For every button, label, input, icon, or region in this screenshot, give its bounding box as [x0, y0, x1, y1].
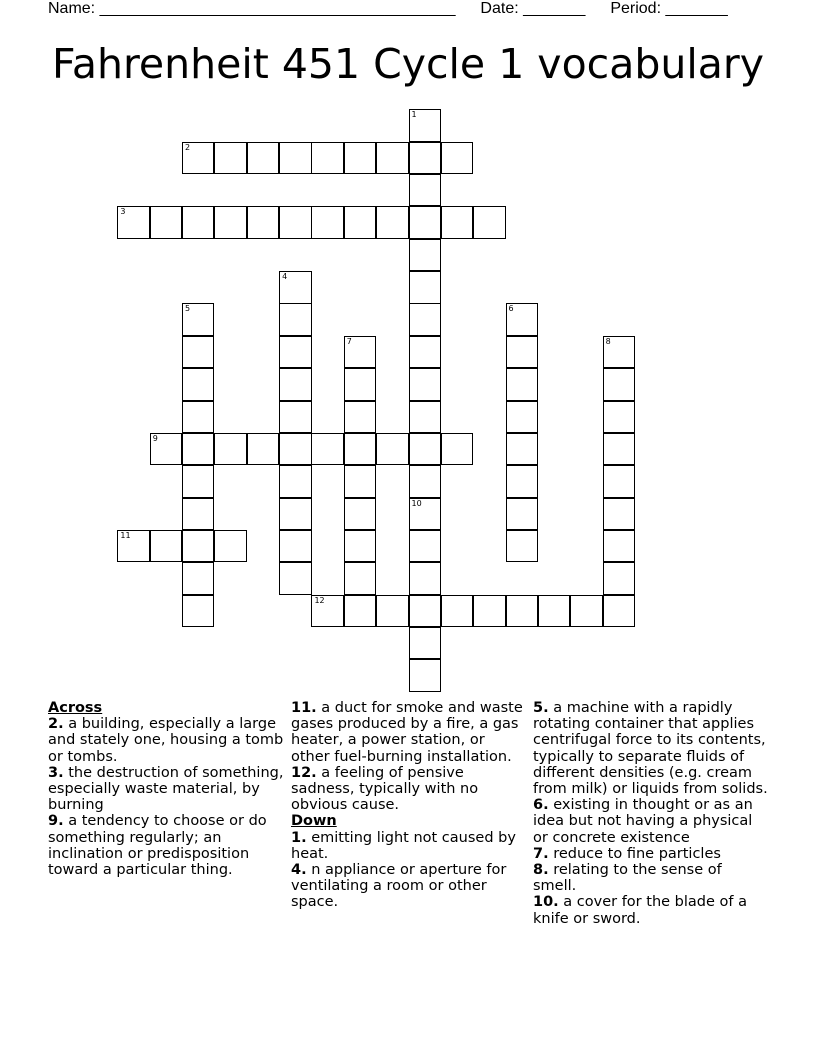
- clue-column-3: [533, 700, 769, 927]
- grid-cell[interactable]: [182, 401, 214, 433]
- grid-cell[interactable]: [506, 498, 538, 530]
- clue-column-1: [48, 700, 284, 878]
- grid-cell[interactable]: [117, 530, 149, 562]
- grid-cell[interactable]: [603, 401, 635, 433]
- period-blank[interactable]: _______: [665, 0, 728, 17]
- grid-cell[interactable]: [506, 401, 538, 433]
- grid-cell[interactable]: [538, 595, 570, 627]
- grid-cell[interactable]: [279, 562, 311, 594]
- grid-cell[interactable]: [506, 595, 538, 627]
- page-title: Fahrenheit 451 Cycle 1 vocabulary: [52, 40, 764, 88]
- grid-cell[interactable]: [376, 206, 408, 238]
- grid-cell[interactable]: [279, 498, 311, 530]
- clue-number: 9: [152, 433, 158, 443]
- grid-cell[interactable]: [214, 530, 246, 562]
- clue-across-12: 12. a feeling of pensive sadness, typically with no obvious cause.: [291, 764, 479, 814]
- clue-down-10: 10. a cover for the blade of a knife or sword.: [533, 894, 747, 927]
- clue-number: 10: [411, 498, 422, 508]
- across-heading: Across: [48, 700, 103, 716]
- clue-down-7: 7. reduce to fine particles: [533, 845, 721, 862]
- grid-cell[interactable]: [441, 433, 473, 465]
- clue-down-8: 8. relating to the sense of smell.: [533, 862, 722, 895]
- clue-across-2: 2. a building, especially a large and stately one, housing a tomb or tombs.: [48, 716, 284, 765]
- grid-cell[interactable]: [409, 206, 441, 238]
- grid-cell[interactable]: [150, 433, 182, 465]
- grid-cell[interactable]: [409, 530, 441, 562]
- down-heading: Down: [291, 813, 337, 830]
- grid-cell[interactable]: [409, 562, 441, 594]
- grid-cell[interactable]: [506, 368, 538, 400]
- clue-number: 7: [346, 336, 352, 346]
- grid-cell[interactable]: [603, 433, 635, 465]
- grid-cell[interactable]: [150, 530, 182, 562]
- grid-cell[interactable]: [279, 433, 311, 465]
- clue-down-1: 1. emitting light not caused by heat.: [291, 829, 516, 862]
- grid-cell[interactable]: [279, 303, 311, 335]
- grid-cell[interactable]: [311, 433, 343, 465]
- grid-cell[interactable]: [473, 206, 505, 238]
- clue-column-2: [291, 700, 527, 911]
- grid-cell[interactable]: [117, 206, 149, 238]
- grid-cell[interactable]: [279, 336, 311, 368]
- grid-cell[interactable]: [182, 465, 214, 497]
- grid-cell[interactable]: [409, 174, 441, 206]
- grid-cell[interactable]: [344, 465, 376, 497]
- clue-down-5: 5. a machine with a rapidly rotating container that applies centrifugal force to its contents, typically to separate fluids of different densities (e.g. cream from milk) or liquids from solids.: [533, 700, 768, 798]
- grid-cell[interactable]: [376, 433, 408, 465]
- grid-cell[interactable]: [182, 142, 214, 174]
- grid-cell[interactable]: [311, 206, 343, 238]
- grid-cell[interactable]: [603, 368, 635, 400]
- grid-cell[interactable]: [409, 659, 441, 691]
- clue-number: 1: [411, 110, 417, 120]
- name-label: Name:: [48, 0, 96, 17]
- grid-cell[interactable]: [409, 271, 441, 303]
- grid-cell[interactable]: [279, 271, 311, 303]
- grid-cell[interactable]: [409, 368, 441, 400]
- grid-cell[interactable]: [409, 498, 441, 530]
- name-blank[interactable]: ________________________________________: [99, 0, 456, 17]
- grid-cell[interactable]: [344, 530, 376, 562]
- grid-cell[interactable]: [279, 368, 311, 400]
- grid-cell[interactable]: [182, 595, 214, 627]
- grid-cell[interactable]: [506, 336, 538, 368]
- grid-cell[interactable]: [182, 530, 214, 562]
- grid-cell[interactable]: [603, 595, 635, 627]
- grid-cell[interactable]: [182, 433, 214, 465]
- clue-number: 8: [605, 336, 611, 346]
- clue-number: 12: [314, 595, 325, 605]
- grid-cell[interactable]: [409, 433, 441, 465]
- grid-cell[interactable]: [506, 303, 538, 335]
- grid-cell[interactable]: [409, 595, 441, 627]
- clue-number: 3: [120, 207, 126, 217]
- clue-across-9: 9. a tendency to choose or do something regularly; an inclination or predisposition toward a particular thing.: [48, 813, 267, 879]
- grid-cell[interactable]: [603, 530, 635, 562]
- grid-cell[interactable]: [603, 336, 635, 368]
- grid-cell[interactable]: [603, 465, 635, 497]
- grid-cell[interactable]: [279, 530, 311, 562]
- grid-cell[interactable]: [441, 142, 473, 174]
- grid-cell[interactable]: [182, 368, 214, 400]
- grid-cell[interactable]: [409, 239, 441, 271]
- clue-across-3: 3. the destruction of something, especially waste material, by burning: [48, 764, 284, 814]
- grid-cell[interactable]: [473, 595, 505, 627]
- grid-cell[interactable]: [182, 206, 214, 238]
- grid-cell[interactable]: [279, 206, 311, 238]
- clue-across-11: 11. a duct for smoke and waste gases produced by a fire, a gas heater, a power station, or other fuel-burning installation.: [291, 700, 523, 765]
- grid-cell[interactable]: [409, 142, 441, 174]
- grid-cell[interactable]: [603, 498, 635, 530]
- grid-cell[interactable]: [409, 401, 441, 433]
- grid-cell[interactable]: [603, 562, 635, 594]
- grid-cell[interactable]: [570, 595, 602, 627]
- grid-cell[interactable]: [409, 465, 441, 497]
- grid-cell[interactable]: [344, 206, 376, 238]
- clue-down-6: 6. existing in thought or as an idea but not having a physical or concrete existence: [533, 797, 753, 846]
- grid-cell[interactable]: [344, 401, 376, 433]
- grid-cell[interactable]: [409, 627, 441, 659]
- clue-number: 6: [508, 304, 514, 314]
- clue-number: 2: [185, 142, 191, 152]
- grid-cell[interactable]: [311, 595, 343, 627]
- grid-cell[interactable]: [214, 433, 246, 465]
- grid-cell[interactable]: [409, 109, 441, 141]
- grid-cell[interactable]: [506, 465, 538, 497]
- grid-cell[interactable]: [344, 595, 376, 627]
- grid-cell[interactable]: [344, 498, 376, 530]
- grid-cell[interactable]: [182, 498, 214, 530]
- grid-cell[interactable]: [182, 562, 214, 594]
- grid-cell[interactable]: [182, 336, 214, 368]
- date-label: Date:: [480, 0, 519, 17]
- grid-cell[interactable]: [214, 206, 246, 238]
- clue-number: 4: [282, 272, 288, 282]
- period-label: Period:: [610, 0, 662, 17]
- clue-number: 5: [185, 304, 191, 314]
- grid-cell[interactable]: [409, 303, 441, 335]
- grid-cell[interactable]: [344, 336, 376, 368]
- grid-cell[interactable]: [506, 530, 538, 562]
- clue-number: 11: [120, 530, 131, 540]
- grid-cell[interactable]: [150, 206, 182, 238]
- grid-cell[interactable]: [344, 433, 376, 465]
- date-blank[interactable]: _______: [523, 0, 586, 17]
- grid-cell[interactable]: [441, 206, 473, 238]
- grid-cell[interactable]: [279, 465, 311, 497]
- grid-cell[interactable]: [376, 142, 408, 174]
- grid-cell[interactable]: [441, 595, 473, 627]
- grid-cell[interactable]: [182, 303, 214, 335]
- grid-cell[interactable]: [247, 142, 279, 174]
- grid-cell[interactable]: [344, 562, 376, 594]
- grid-cell[interactable]: [247, 433, 279, 465]
- grid-cell[interactable]: [376, 595, 408, 627]
- grid-cell[interactable]: [279, 401, 311, 433]
- grid-cell[interactable]: [506, 433, 538, 465]
- grid-cell[interactable]: [279, 142, 311, 174]
- grid-cell[interactable]: [344, 368, 376, 400]
- grid-cell[interactable]: [344, 142, 376, 174]
- grid-cell[interactable]: [409, 336, 441, 368]
- clue-down-4: 4. n appliance or aperture for ventilating a room or other space.: [291, 862, 507, 911]
- grid-cell[interactable]: [247, 206, 279, 238]
- grid-cell[interactable]: [214, 142, 246, 174]
- grid-cell[interactable]: [311, 142, 343, 174]
